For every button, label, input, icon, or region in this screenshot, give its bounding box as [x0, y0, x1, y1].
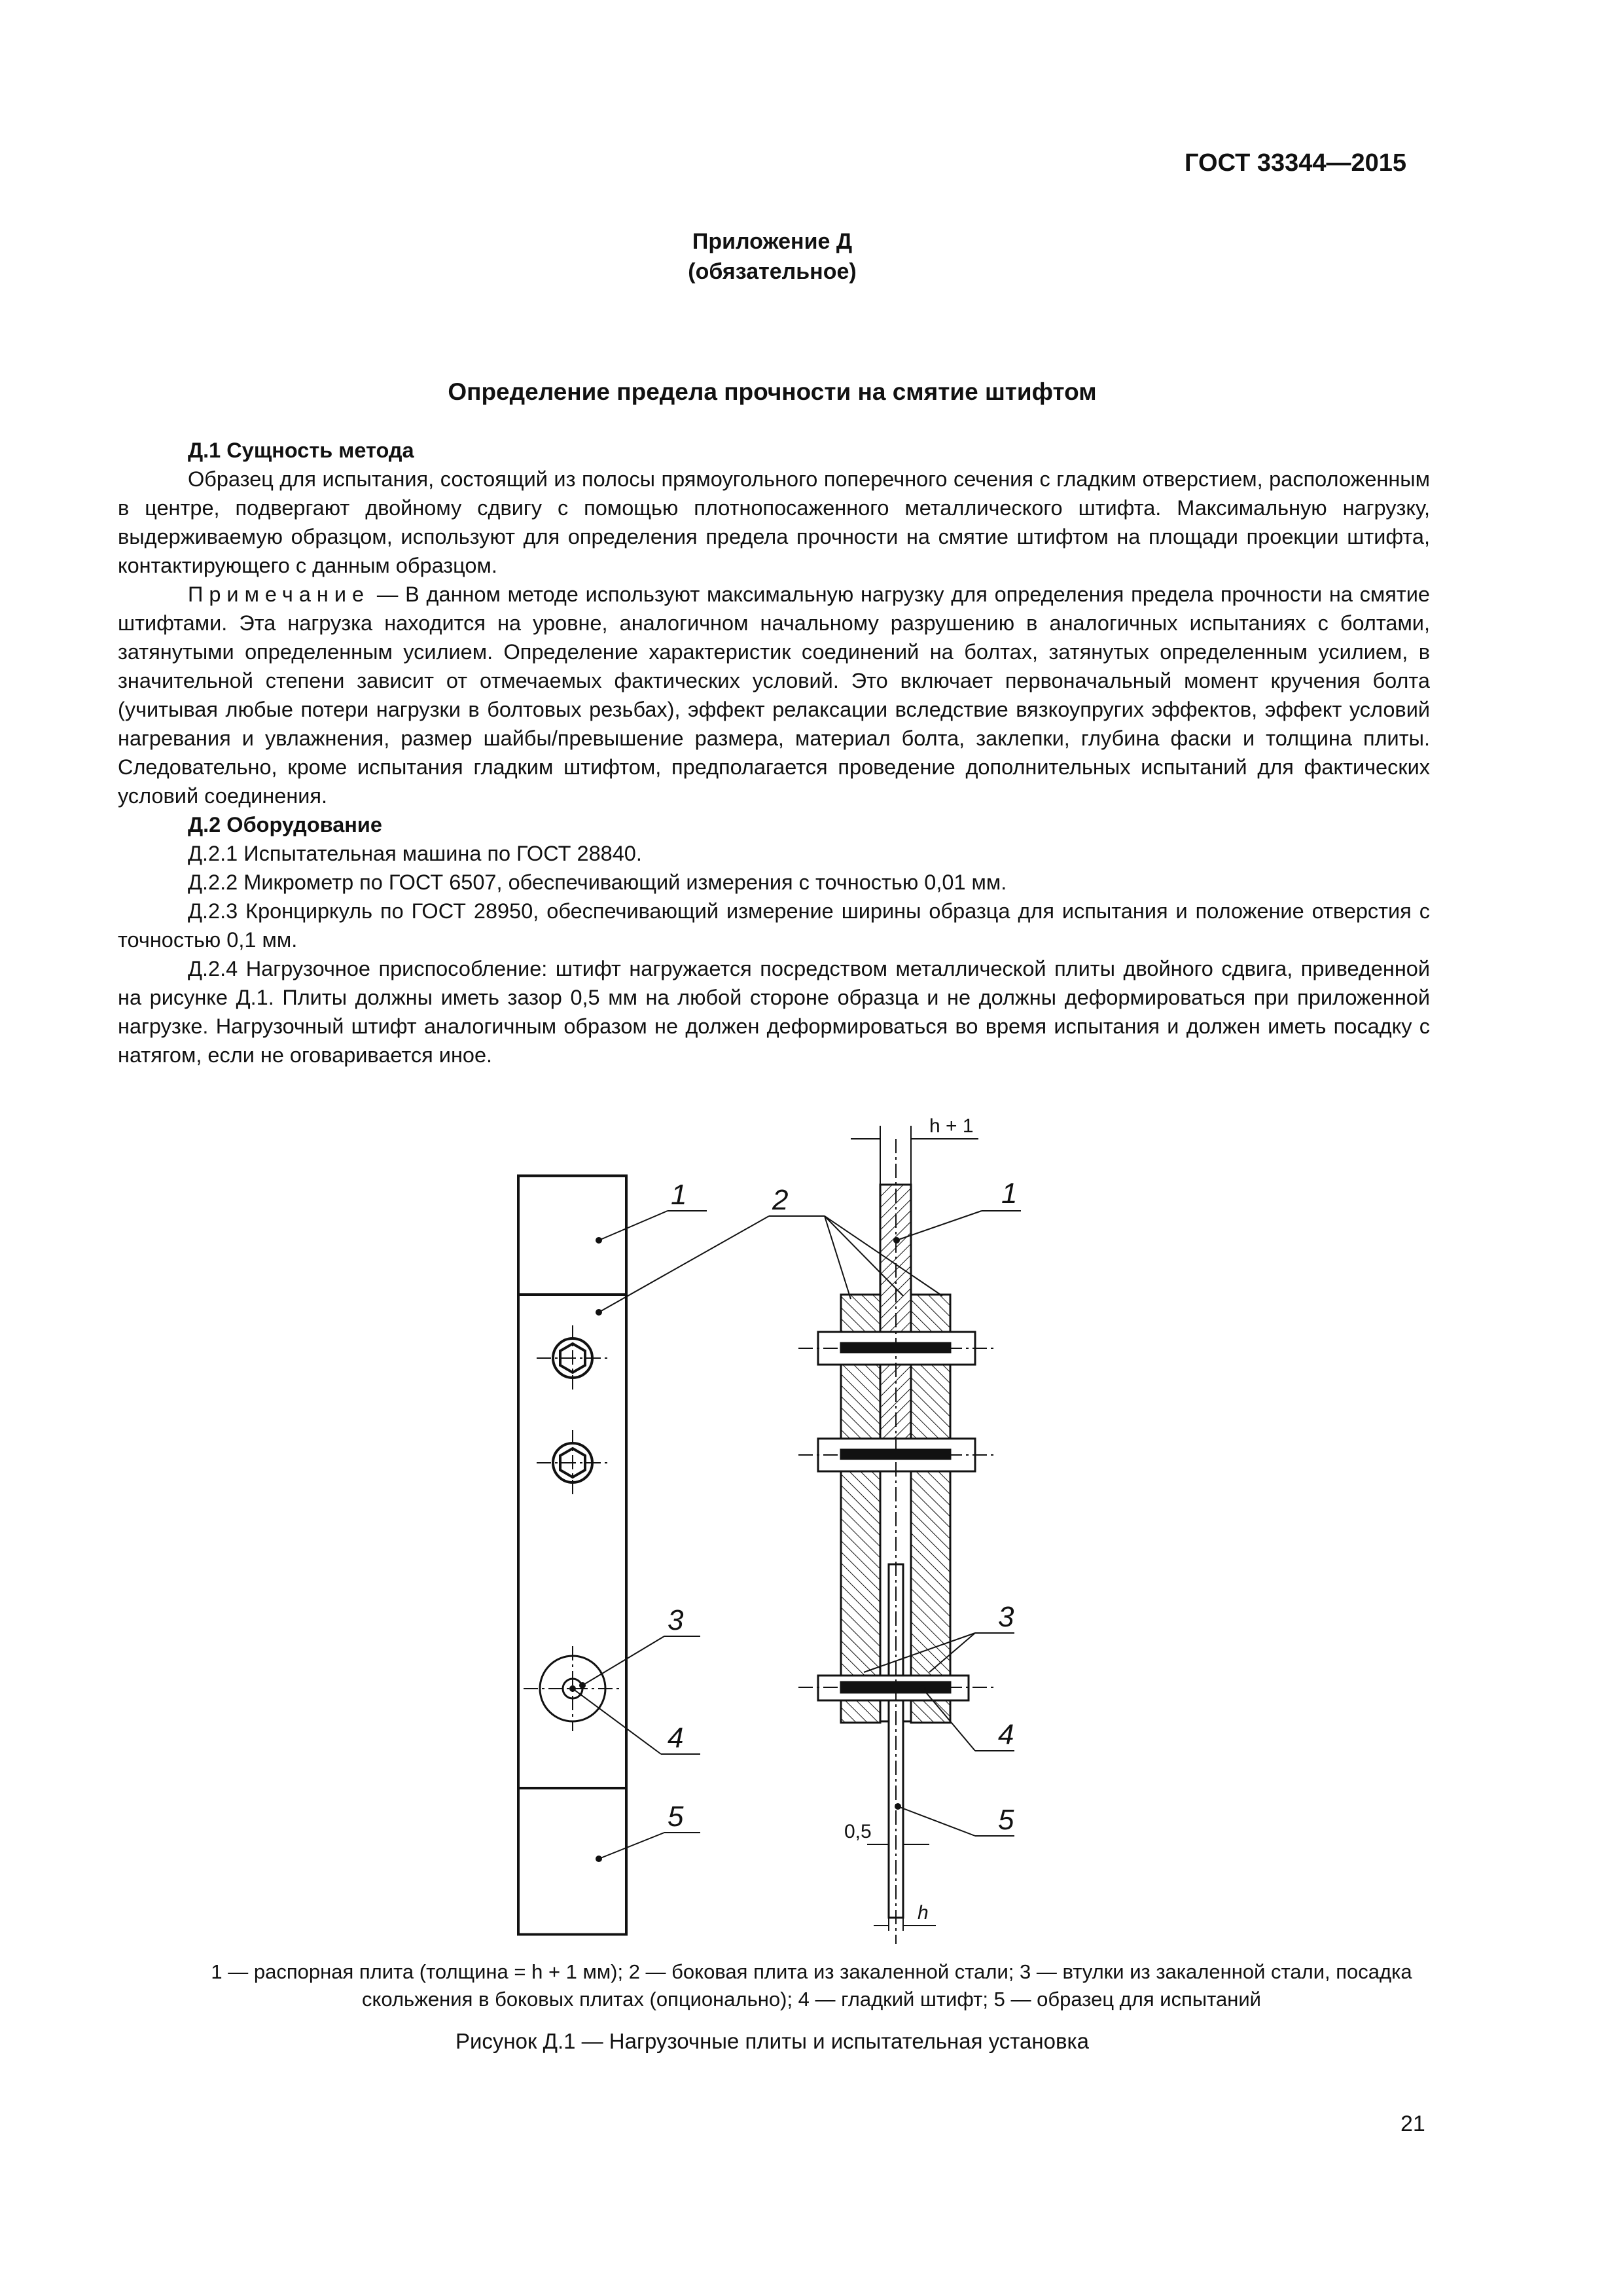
dimension-gap: 0,5 — [844, 1821, 872, 1842]
label-1-right: 1 — [1001, 1177, 1018, 1210]
label-4-right: 4 — [998, 1719, 1014, 1751]
figure-loading-plates — [510, 1100, 1165, 1944]
section-title: Определение предела прочности на смятие штифтом — [448, 378, 1097, 405]
appendix-title: Приложение Д — [692, 229, 853, 254]
label-5-right: 5 — [998, 1804, 1014, 1836]
front-view-leaders — [570, 1211, 769, 1861]
item-d2-3: Д.2.3 Кронциркуль по ГОСТ 28950, обеспечивающий измерение ширины образца для испытания и положение отверстия с точностью 0,1 мм. — [118, 899, 1430, 952]
label-3-left: 3 — [668, 1604, 684, 1636]
label-5-left: 5 — [668, 1801, 684, 1833]
dimension-h: h — [918, 1902, 929, 1924]
appendix-status: (обязательное) — [688, 259, 857, 284]
legend-line-2: скольжения в боковых плитах (опционально); 4 — гладкий штифт; 5 — образец для испытаний — [361, 1988, 1261, 2011]
front-view — [518, 1175, 626, 1934]
heading-d1: Д.1 Сущность метода — [188, 439, 414, 462]
label-3-right: 3 — [998, 1601, 1014, 1633]
front-view-outline — [518, 1175, 626, 1934]
item-d2-4: Д.2.4 Нагрузочное приспособление: штифт нагружается посредством металлической плиты двойного сдвига, приведенной на рисунке Д.1. Плиты должны иметь зазор 0,5 мм на любой стороне образца и не должны деформироваться при приложенной нагрузке. Нагрузочный штифт аналогичным образом не должен деформироваться во время испытания и должен иметь посадку с натягом, если не оговаривается иное. — [118, 957, 1430, 1067]
legend-line-1: 1 — распорная плита (толщина = h + 1 мм); 2 — боковая плита из закаленной стали; 3 — втулки из закаленной стали, посадка — [211, 1960, 1412, 1983]
note-paragraph — [118, 580, 1430, 810]
note-label: Примечание — [188, 583, 370, 606]
standard-number: ГОСТ 33344—2015 — [1185, 149, 1407, 177]
item-d2-2: Д.2.2 Микрометр по ГОСТ 6507, обеспечивающий измерения с точностью 0,01 мм. — [188, 870, 1007, 894]
label-2: 2 — [772, 1184, 789, 1216]
label-4-left: 4 — [668, 1722, 684, 1754]
dimension-h-plus-1: h + 1 — [929, 1115, 974, 1137]
document-body — [118, 436, 1430, 1069]
figure-legend — [118, 1958, 1505, 2013]
page-number: 21 — [1400, 2111, 1425, 2136]
heading-d2: Д.2 Оборудование — [188, 813, 382, 836]
label-1-left: 1 — [671, 1179, 687, 1211]
paragraph-d1: Образец для испытания, состоящий из полосы прямоугольного поперечного сечения с гладким отверстием, расположенным в центре, подвергают двойному сдвигу с помощью плотнопосаженного металлического штифта. Максимальную нагрузку, выдерживаемую образцом, используют для определения предела прочности на смятие штифтом на площади проекции штифта, контактирующего с данным образцом. — [118, 467, 1430, 577]
item-d2-1: Д.2.1 Испытательная машина по ГОСТ 28840. — [188, 842, 642, 865]
figure-title: Рисунок Д.1 — Нагрузочные плиты и испытательная установка — [455, 2029, 1090, 2053]
note-text: — В данном методе используют максимальную нагрузку для определения предела прочности на смятие штифтами. Эта нагрузка находится на уровне, аналогичном начальному разрушению в аналогичных испытаниях с болтами, затянутыми определенным усилием. Определение характеристик соединений на болтах, затянутых определенным усилием, в значительной степени зависит от отмечаемых фактических условий. Это включает первоначальный момент кручения болта (учитывая любые потери нагрузки в болтовых резьбах), эффект релаксации вследствие вязкоупругих эффектов, эффект условий нагревания и увлажнения, размер шайбы/превышение размера, материал болта, заклепки, глубина фаски и толщина плиты. Следовательно, кроме испытания гладким штифтом, предполагается проведение дополнительных испытаний для фактических условий соединения. — [118, 583, 1430, 808]
